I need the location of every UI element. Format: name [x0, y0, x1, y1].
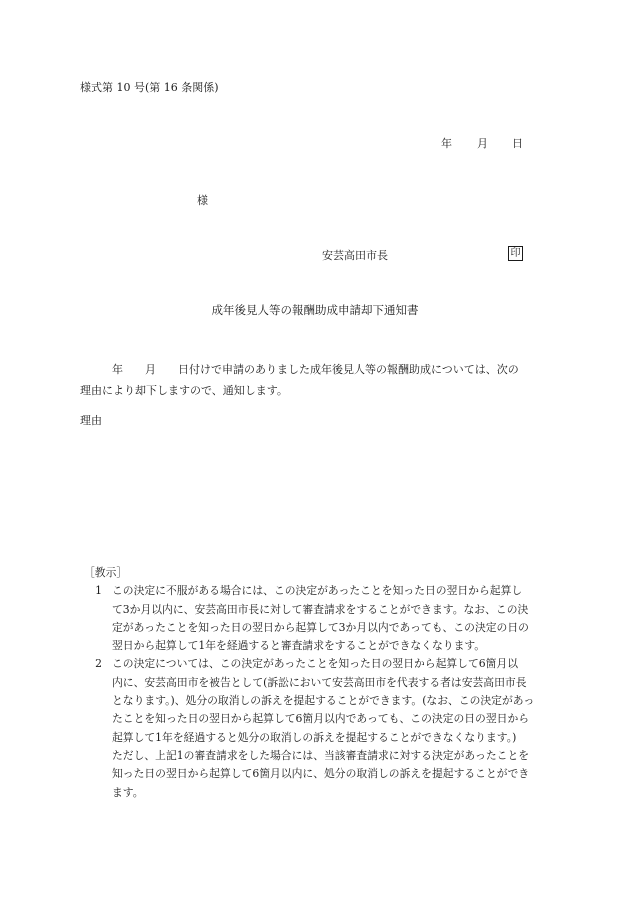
document-title: 成年後見人等の報酬助成申請却下通知書: [211, 303, 419, 317]
notice-line: ます。: [112, 785, 144, 799]
notice-block: [84, 564, 554, 802]
notice-item-text: [112, 655, 554, 801]
notice-line: この決定については、この決定があったことを知った日の翌日から起算して6箇月以: [112, 657, 519, 671]
notice-heading: ［教示］: [84, 566, 128, 579]
body-line-2: 理由により却下しますので、通知します。: [80, 384, 288, 397]
notice-line: ただし、上記1の審査請求をした場合には、当該審査請求に対する決定があったことを: [112, 748, 530, 762]
notice-line: 起算して1年を経過すると処分の取消しの訴えを提起することができなくなります。): [112, 730, 517, 744]
date-day-label: 日: [512, 137, 523, 150]
notice-line: 定があったことを知った日の翌日から起算して3か月以内であっても、この決定の日の: [112, 620, 529, 634]
form-number: 様式第 10 号(第 16 条関係): [80, 81, 219, 94]
notice-item-text: [112, 582, 554, 655]
notice-item: [84, 655, 554, 801]
body-line-1: 年 月 日付けで申請のありました成年後見人等の報酬助成については、次の: [112, 363, 519, 376]
issuer-title: 安芸高田市長: [322, 249, 388, 262]
notice-line: この決定に不服がある場合には、この決定があったことを知った日の翌日から起算し: [112, 584, 523, 598]
notice-item: [84, 582, 554, 655]
notice-item-number: 1: [95, 584, 102, 598]
notice-line: たことを知った日の翌日から起算して6箇月以内であっても、この決定の日の翌日から: [112, 712, 530, 726]
date-month-label: 月: [477, 137, 488, 150]
notice-line: 翌日から起算して1年を経過すると審査請求をすることができなくなります。: [112, 639, 486, 653]
notice-line: となります。)、処分の取消しの訴えを提起することができます。(なお、この決定があっ: [112, 694, 535, 708]
seal-box: 印: [508, 246, 523, 261]
date-year-label: 年: [441, 137, 452, 150]
body-text: [80, 359, 550, 401]
notice-line: て3か月以内に、安芸高田市長に対して審査請求をすることができます。なお、この決: [112, 602, 529, 616]
notice-line: 内に、安芸高田市を被告として(訴訟において安芸高田市を代表する者は安芸高田市長: [112, 675, 527, 689]
notice-line: 知った日の翌日から起算して6箇月以内に、処分の取消しの訴えを提起することができ: [112, 767, 530, 781]
addressee-honorific: 様: [197, 194, 208, 207]
reason-label: 理由: [80, 414, 102, 427]
notice-item-number: 2: [95, 657, 102, 671]
